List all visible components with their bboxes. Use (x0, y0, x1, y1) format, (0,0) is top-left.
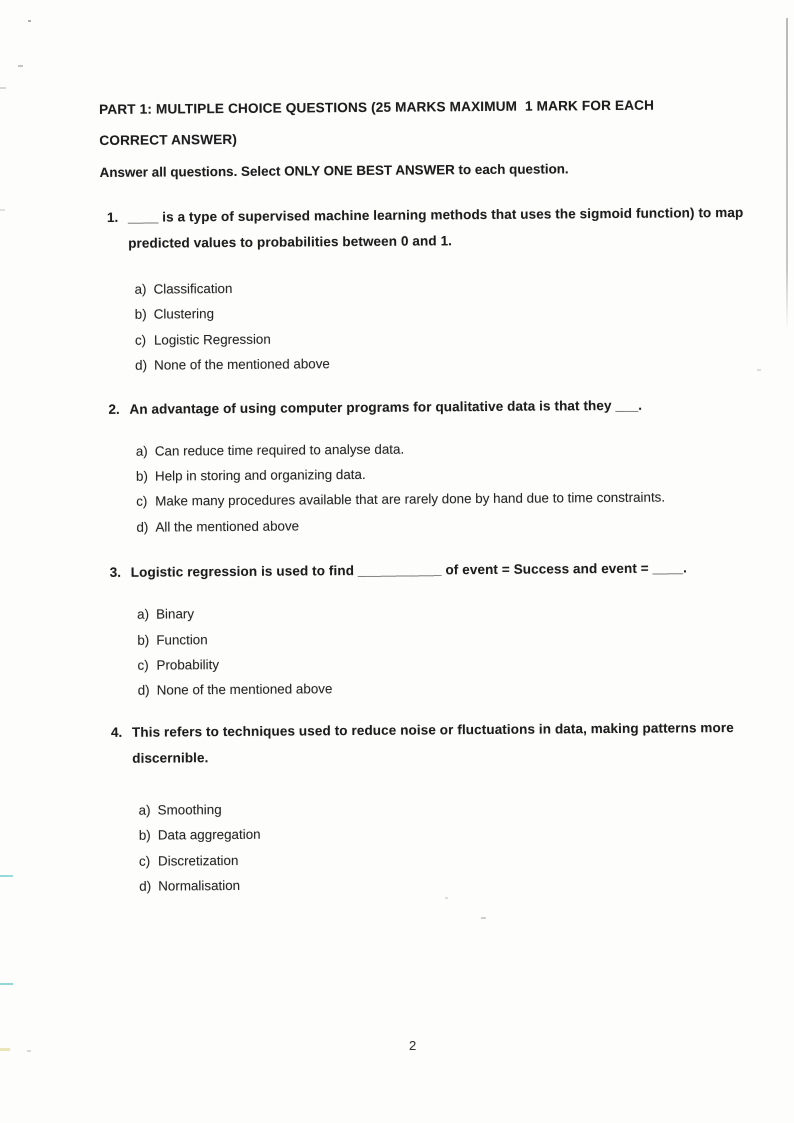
instructions-text: Answer all questions. Select ONLY ONE BEST ANSWER to each question. (99, 161, 569, 180)
scan-artifact-cyan-dash (0, 983, 13, 985)
option-text: Probability (156, 657, 220, 673)
question-number: 4. (110, 724, 123, 740)
option-letter: b) (135, 468, 148, 484)
option-letter: a) (135, 443, 148, 459)
question-text: ____ is a type of supervised machine learning methods that uses the sigmoid function) to map predicted values to probabilities between 0 and 1. (127, 204, 744, 251)
option-letter: a) (137, 606, 150, 622)
option-row (102, 510, 762, 541)
question-2 (101, 391, 762, 540)
scan-artifact-cyan-dash (0, 875, 13, 877)
option-text: Discretization (157, 852, 239, 869)
option-text: Help in storing and organizing data. (154, 466, 366, 484)
scan-artifact-yellow-dash (0, 1048, 10, 1051)
option-letter: d) (135, 357, 148, 373)
question-1-stem (100, 200, 760, 257)
question-1 (100, 200, 761, 379)
option-letter: a) (134, 281, 147, 297)
option-text: Function (156, 631, 208, 648)
option-letter: d) (137, 683, 150, 699)
option-row (104, 673, 764, 704)
option-text: None of the mentioned above (156, 681, 333, 699)
option-letter: c) (136, 494, 148, 510)
scan-artifact-left-dash (0, 87, 6, 89)
question-4-stem (104, 715, 764, 772)
option-text: None of the mentioned above (154, 356, 330, 373)
option-text: Classification (153, 280, 233, 297)
question-text: An advantage of using computer programs for qualitative data is that they ___. (129, 397, 643, 417)
scan-artifact-speck (18, 65, 23, 67)
scan-artifact-left-dash (0, 209, 5, 211)
option-letter: c) (138, 853, 151, 869)
option-letter: c) (134, 332, 147, 348)
question-text: This refers to techniques used to reduce noise or fluctuations in data, making patterns more discernible. (131, 719, 734, 766)
option-text: Can reduce time required to analyse data. (154, 441, 405, 459)
option-letter: b) (138, 827, 151, 843)
option-text: Clustering (153, 306, 215, 322)
question-4 (104, 715, 765, 900)
scan-artifact-right-edge-line (786, 18, 788, 330)
option-letter: c) (137, 657, 149, 673)
scan-artifact-speck (28, 20, 31, 22)
options-list (102, 433, 763, 540)
page-content (99, 89, 765, 900)
option-text: Normalisation (158, 878, 241, 894)
question-3-stem (103, 555, 763, 586)
question-number: 1. (106, 209, 119, 225)
question-text: Logistic regression is used to find ___________ of event = Success and event = ____. (130, 560, 687, 581)
option-letter: d) (139, 878, 152, 894)
option-row (102, 484, 762, 515)
option-text: Smoothing (157, 801, 222, 818)
option-text: Make many procedures available that are rarely done by hand due to time constraints. (155, 490, 666, 510)
option-row (105, 869, 765, 900)
part-title-line: PART 1: MULTIPLE CHOICE QUESTIONS (25 MARKS MAXIMUM 1 MARK FOR EACH (99, 97, 655, 117)
option-text: Logistic Regression (153, 331, 271, 348)
part-title-line: CORRECT ANSWER) (99, 131, 238, 148)
option-text: Binary (156, 606, 195, 622)
scan-artifact-speck (445, 897, 448, 899)
options-list (105, 793, 766, 900)
scan-artifact-speck (27, 1050, 31, 1052)
scan-artifact-speck (481, 917, 486, 919)
options-list (100, 272, 761, 379)
question-number: 3. (109, 565, 122, 581)
options-list (103, 597, 764, 704)
option-letter: b) (137, 632, 150, 648)
option-letter: a) (138, 802, 151, 818)
question-2-stem (101, 391, 761, 422)
question-number: 2. (108, 401, 120, 417)
part-title (99, 89, 759, 156)
option-letter: b) (134, 307, 147, 323)
page-number: 2 (409, 1038, 417, 1053)
option-letter: d) (136, 519, 149, 535)
question-3 (103, 555, 764, 704)
option-text: All the mentioned above (155, 518, 300, 535)
option-text: Data aggregation (157, 827, 261, 843)
option-row (101, 348, 761, 379)
